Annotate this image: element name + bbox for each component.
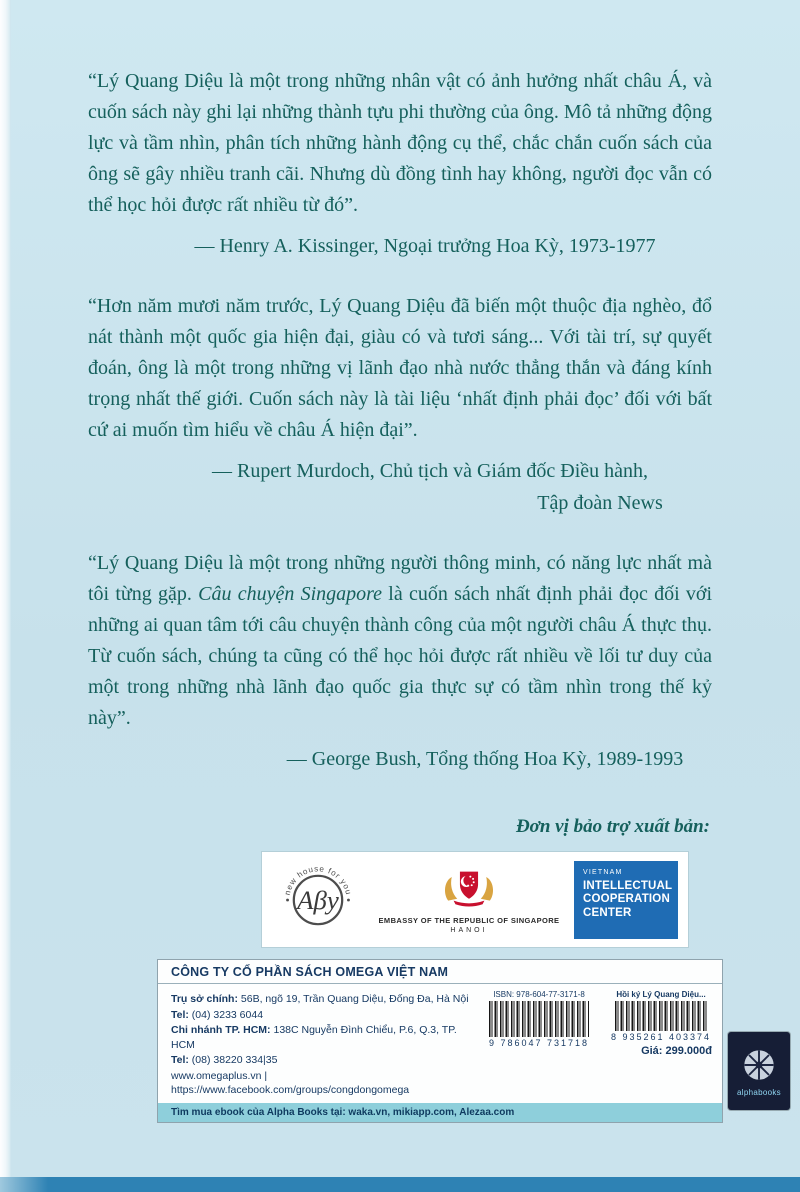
quote-bush-after: là cuốn sách nhất định phải đọc đối với những ai quan tâm tới câu chuyện thành công của một người châu Á thực thụ. Từ cuốn sách, chúng ta cũng có thể học hỏi được rất nhiều về lối tư duy của một trong những nhà lãnh đạo quốc gia thực sự có tầm nhìn trong thế kỷ này”. <box>88 583 713 729</box>
embassy-name: EMBASSY OF THE REPUBLIC OF SINGAPORE <box>378 915 560 925</box>
isbn-label: ISBN: 978-604-77-3171-8 <box>493 990 585 999</box>
isbn-number: 9 786047 731718 <box>488 1038 590 1048</box>
vietnam-intellectual-cooperation-center-logo <box>574 861 678 939</box>
vicc-word-3: CENTER <box>583 906 632 919</box>
alphabooks-emblem-icon <box>740 1046 778 1084</box>
product-barcode <box>615 1001 707 1031</box>
alpha-books-monogram: Aβy <box>297 884 339 915</box>
singapore-crest-icon <box>440 866 498 908</box>
quote-attribution-murdoch-line2: Tập đoàn News <box>537 492 663 514</box>
publisher-contact <box>171 990 480 1099</box>
contact-line: Chi nhánh TP. HCM: 138C Nguyễn Đình Chiểu, P.6, Q.3, TP. HCM <box>171 1024 457 1051</box>
contact-line: Tel: (08) 38220 334|35 <box>171 1054 278 1066</box>
ebook-info-strip: Tìm mua ebook của Alpha Books tại: waka.vn, mikiapp.com, Alezaa.com <box>158 1103 722 1122</box>
quote-murdoch <box>88 291 712 518</box>
vicc-word-1: INTELLECTUAL <box>583 879 673 892</box>
isbn-barcode-block <box>480 990 598 1048</box>
quote-kissinger <box>88 66 712 261</box>
contact-line: Tel: (04) 3233 6044 <box>171 1008 264 1021</box>
quote-text-murdoch: “Hơn năm mươi năm trước, Lý Quang Diệu đã biến một thuộc địa nghèo, đổ nát thành một quốc gia hiện đại, giàu có và tươi sáng... Với tài trí, sự quyết đoán, ông là một trong những vị lãnh đạo nhà nước thẳng thắn và đáng kính trọng nhất thế giới. Cuốn sách này là tài liệu ‘nhất định phải đọc’ đối với bất cứ ai muốn tìm hiểu về châu Á hiện đại”. <box>88 295 712 441</box>
quote-attribution-kissinger: — Henry A. Kissinger, Ngoại trưởng Hoa Kỳ, 1973-1977 <box>194 235 656 257</box>
quote-bush-book-title: Câu chuyện Singapore <box>198 583 383 605</box>
singapore-embassy-logo <box>371 866 567 934</box>
isbn-barcode <box>489 1001 589 1037</box>
embassy-city: HANOI <box>450 926 488 934</box>
sponsor-label: Đơn vị bảo trợ xuất bản: <box>515 816 710 837</box>
alphabooks-wordmark: alphabooks <box>737 1087 781 1097</box>
alpha-books-logo-icon <box>275 857 361 943</box>
quote-text-kissinger: “Lý Quang Diệu là một trong những nhân vật có ảnh hưởng nhất châu Á, và cuốn sách này ghi lại những thành tựu phi thường của ông. Mô tả những động lực và tầm nhìn, phân tích những hành động cụ thể, chắc chắn cuốn sách của ông sẽ gây nhiều tranh cãi. Nhưng dù đồng tình hay không, người đọc vẫn có thể học hỏi được rất nhiều từ đó”. <box>88 70 712 216</box>
quote-attribution-murdoch-line1: — Rupert Murdoch, Chủ tịch và Giám đốc Điều hành, <box>211 460 649 482</box>
alpha-books-logo <box>272 857 364 943</box>
barcode-area <box>480 990 714 1099</box>
contact-line: Trụ sở chính: 56B, ngõ 19, Trần Quang Diệu, Đống Đa, Hà Nội <box>171 993 469 1005</box>
vicc-word-2: COOPERATION <box>583 893 670 905</box>
book-title-short: Hồi ký Lý Quang Diệu... <box>616 990 706 999</box>
quote-bush-before: “Lý Quang Diệu là một trong những người thông minh, có năng lực nhất mà tôi từng gặp. <box>88 552 712 605</box>
bottom-color-bar <box>0 1177 800 1192</box>
price: Giá: 299.000đ <box>641 1045 712 1057</box>
quote-bush <box>88 548 712 774</box>
publisher-info-box <box>157 959 723 1123</box>
product-barcode-block <box>608 990 714 1057</box>
vicc-country: VIETNAM <box>583 868 623 876</box>
quote-attribution-bush: — George Bush, Tổng thống Hoa Kỳ, 1989-1993 <box>286 748 684 770</box>
alphabooks-logo <box>728 1032 790 1110</box>
sponsor-logos-strip <box>262 852 688 947</box>
publisher-name: CÔNG TY CỔ PHẦN SÁCH OMEGA VIỆT NAM <box>158 960 722 984</box>
contact-line: www.omegaplus.vn | https://www.facebook.com/groups/congdongomega <box>171 1069 410 1096</box>
product-barcode-number: 8 935261 403374 <box>610 1032 712 1042</box>
publisher-info-body <box>158 984 722 1103</box>
alpha-books-arc-text: new house for you <box>282 863 354 896</box>
quote-text-bush <box>88 548 712 734</box>
